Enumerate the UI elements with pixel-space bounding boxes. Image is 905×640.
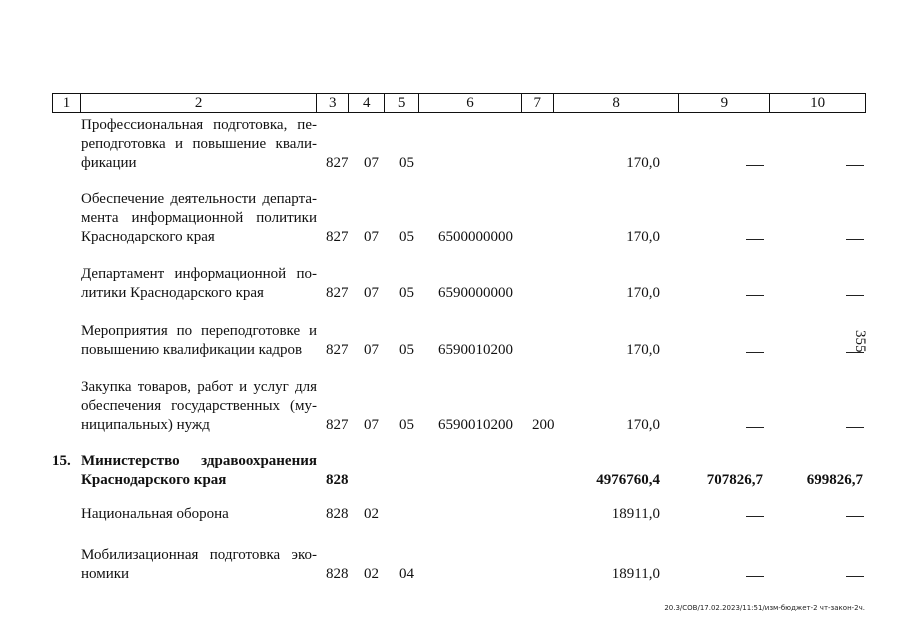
cell-col-8: 170,0 [626, 342, 660, 358]
cell-col-4: 07 [364, 229, 379, 245]
row-name [81, 190, 317, 247]
cell-col-9 [746, 295, 764, 296]
row-name-line: реподготовка и повышение квали- [81, 136, 317, 152]
cell-col-3: 828 [326, 506, 349, 522]
cell-col-6: 6590000000 [438, 285, 513, 301]
header-col-3: 3 [316, 94, 348, 113]
cell-col-5: 05 [399, 417, 414, 433]
row-name-line: повышению квалификации кадров [81, 342, 303, 358]
row-name-line: фикации [81, 155, 137, 171]
cell-col-8: 170,0 [626, 285, 660, 301]
cell-col-4: 07 [364, 417, 379, 433]
cell-col-10 [846, 165, 864, 166]
header-col-10: 10 [769, 94, 865, 113]
header-col-2: 2 [80, 94, 316, 113]
row-name [81, 378, 317, 435]
header-col-1: 1 [62, 95, 71, 111]
cell-col-6: 6500000000 [438, 229, 513, 245]
cell-col-10 [846, 295, 864, 296]
row-name-line: Закупка товаров, работ и услуг для [81, 379, 317, 395]
cell-col-9: 707826,7 [706, 472, 763, 488]
cell-col-9 [746, 576, 764, 577]
row-name [81, 116, 317, 173]
cell-col-5: 05 [399, 229, 414, 245]
cell-col-4: 07 [364, 342, 379, 358]
row-name-line: обеспечения государственных (му- [81, 398, 317, 414]
cell-col-3: 827 [326, 342, 349, 358]
row-name-line: Мобилизационная подготовка эко- [81, 547, 317, 563]
header-col-6: 6 [418, 94, 521, 113]
cell-col-8: 18911,0 [611, 506, 660, 522]
cell-col-10 [846, 516, 864, 517]
cell-col-8: 4976760,4 [596, 472, 660, 488]
cell-col-5: 05 [399, 285, 414, 301]
cell-col-3: 827 [326, 155, 349, 171]
row-name-line: ниципальных) нужд [81, 417, 210, 433]
header-col-9: 9 [678, 94, 769, 113]
cell-col-5: 04 [399, 566, 414, 582]
header-col-8: 8 [553, 94, 679, 113]
cell-col-8: 170,0 [626, 229, 660, 245]
row-name-line: Национальная оборона [81, 506, 229, 522]
cell-col-5: 05 [399, 342, 414, 358]
cell-col-4: 02 [364, 506, 379, 522]
cell-col-9 [746, 516, 764, 517]
cell-col-6: 6590010200 [438, 417, 513, 433]
row-name-line: Обеспечение деятельности департа- [81, 191, 317, 207]
row-name [81, 265, 317, 303]
cell-col-9 [746, 239, 764, 240]
row-name-line: литики Краснодарского края [81, 285, 264, 301]
page-number: 355 [852, 330, 868, 353]
cell-col-4: 02 [364, 566, 379, 582]
cell-col-9 [746, 352, 764, 353]
cell-col-3: 827 [326, 285, 349, 301]
cell-col-8: 170,0 [626, 155, 660, 171]
cell-col-7: 200 [532, 417, 555, 433]
document-footer: 20.3/СОВ/17.02.2023/11:51/изм-бюджет-2 чт-закон-2ч. [664, 604, 865, 612]
cell-col-10 [846, 239, 864, 240]
cell-col-9 [746, 165, 764, 166]
header-col-7: 7 [521, 94, 553, 113]
cell-col-10: 699826,7 [806, 472, 863, 488]
row-number: 15. [52, 453, 71, 469]
cell-col-4: 07 [364, 285, 379, 301]
row-name [81, 505, 317, 524]
row-name [81, 546, 317, 584]
row-name-line: Министерство здравоохранения [81, 453, 317, 469]
row-name-line: номики [81, 566, 130, 582]
cell-col-9 [746, 427, 764, 428]
cell-col-3: 827 [326, 229, 349, 245]
cell-col-5: 05 [399, 155, 414, 171]
cell-col-8: 170,0 [626, 417, 660, 433]
row-name-line: Департамент информационной по- [81, 266, 317, 282]
row-name-line: Мероприятия по переподготовке и [81, 323, 317, 339]
cell-col-6: 6590010200 [438, 342, 513, 358]
row-name [81, 452, 317, 490]
row-name-line: мента информационной политики [81, 210, 317, 226]
row-name-line: Краснодарского края [81, 472, 227, 488]
cell-col-3: 828 [326, 472, 349, 488]
row-name-line: Профессиональная подготовка, пе- [81, 117, 317, 133]
cell-col-8: 18911,0 [611, 566, 660, 582]
cell-col-4: 07 [364, 155, 379, 171]
cell-col-10 [846, 427, 864, 428]
row-name [81, 322, 317, 360]
cell-col-3: 828 [326, 566, 349, 582]
header-col-4: 4 [348, 94, 384, 113]
row-name-line: Краснодарского края [81, 229, 215, 245]
table-header [52, 93, 866, 113]
cell-col-10 [846, 576, 864, 577]
cell-col-3: 827 [326, 417, 349, 433]
header-col-5: 5 [384, 94, 418, 113]
